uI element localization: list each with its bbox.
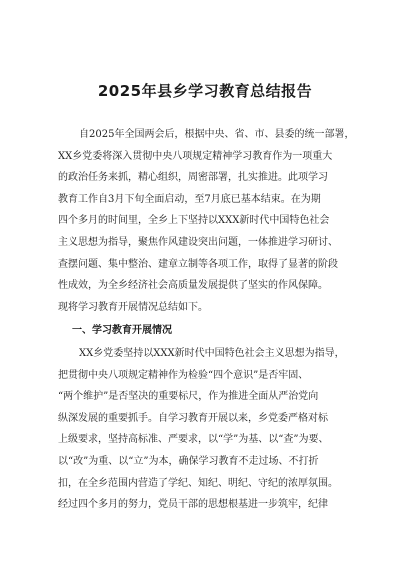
paragraph-line: 查摆问题、集中整治、建章立制等各项工作，取得了显著的阶段 (58, 258, 338, 270)
paragraph-line: 纵深发展的重要抓手。自学习教育开展以来，乡党委严格对标 (58, 412, 328, 424)
paragraph-line: 自2025年全国两会后，根据中央、省、市、县委的统一部署， (79, 129, 355, 140)
paragraph-line: XX乡党委坚持以XXX新时代中国特色社会主义思想为指导， (79, 348, 345, 359)
paragraph-line: 扣，在全乡范围内营造了学纪、知纪、明纪、守纪的浓厚氛围。 (58, 477, 338, 489)
paragraph-line: XX乡党委将深入贯彻中央八项规定精神学习教育作为一项重大 (58, 150, 333, 162)
paragraph-line: 的政治任务来抓，精心组织，周密部署，扎实推进。此项学习 (58, 172, 328, 184)
section-heading: 一、学习教育开展情况 (72, 325, 172, 336)
paragraph-line: 经过四个多月的努力，党员干部的思想根基进一步筑牢，纪律 (58, 499, 328, 511)
paragraph-line: 性成效，为全乡经济社会高质量发展提供了坚实的作风保障。 (58, 280, 328, 292)
paragraph-line: 以“改”为重、以“立”为本，确保学习教育不走过场、不打折 (58, 455, 319, 467)
paragraph-line: 现将学习教育开展情况总结如下。 (58, 301, 208, 313)
paragraph-line: 主义思想为指导，聚焦作风建设突出问题，一体推进学习研讨、 (58, 236, 338, 248)
paragraph-line: 把贯彻中央八项规定精神作为检验“四个意识”是否牢固、 (58, 369, 309, 381)
paragraph-line: 上级要求，坚持高标准、严要求，以“学”为基、以“查”为要、 (58, 434, 329, 446)
paragraph-line: 四个多月的时间里，全乡上下坚持以XXX新时代中国特色社会 (58, 215, 330, 227)
document-title: 2025年县乡学习教育总结报告 (97, 82, 313, 100)
paragraph-line: 教育工作自3月下旬全面启动，至7月底已基本结束。在为期 (58, 193, 321, 205)
intro-paragraph (58, 124, 358, 318)
paragraph-line: “两个维护”是否坚决的重要标尺，作为推进全面从严治党向 (58, 391, 319, 403)
section-paragraph (58, 343, 358, 516)
